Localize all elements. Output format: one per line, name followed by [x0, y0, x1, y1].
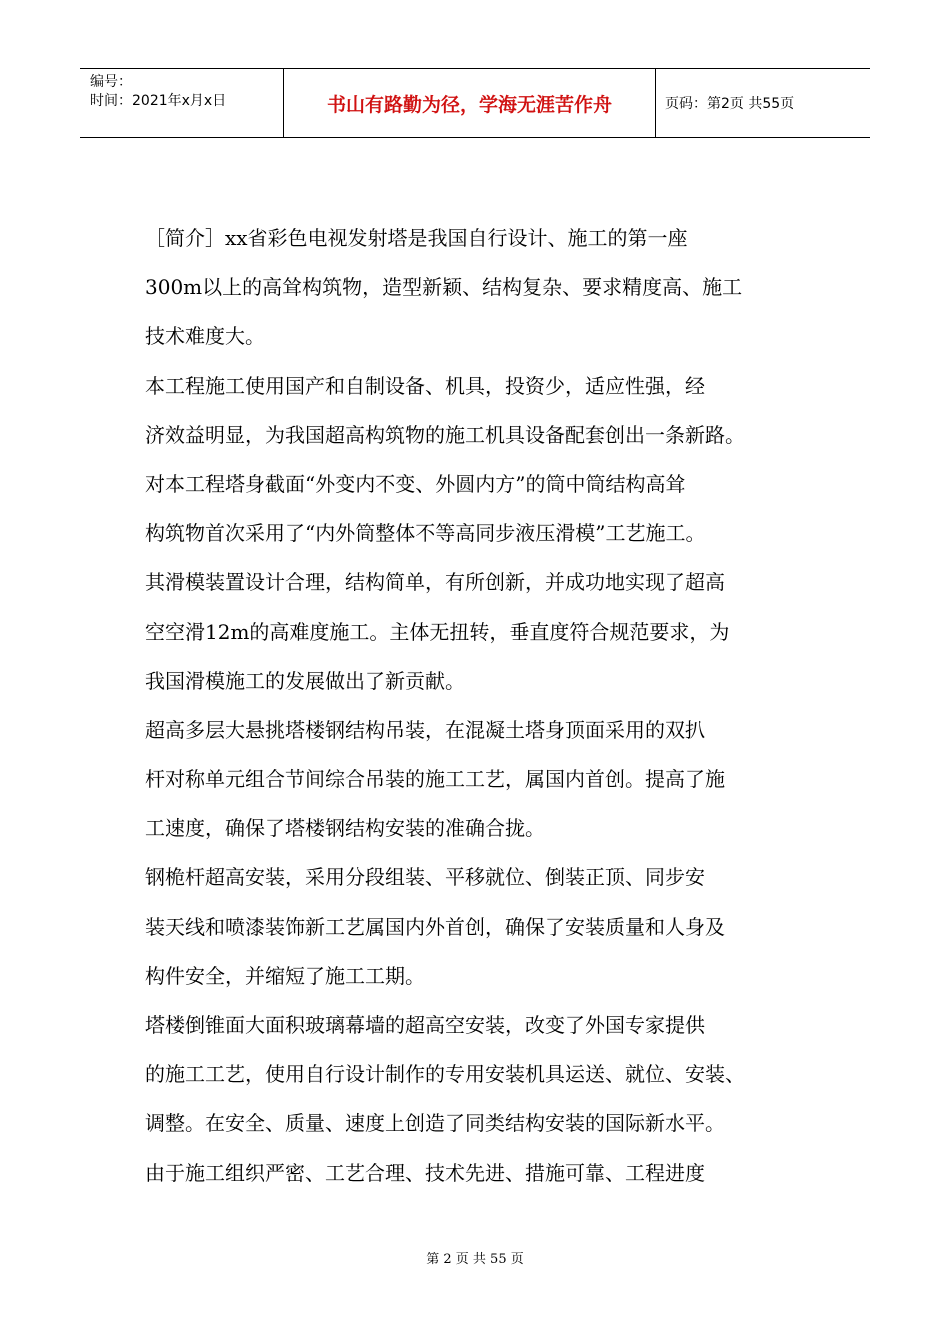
- header-meta: [80, 69, 283, 137]
- text-line: 空空滑12m的高难度施工。主体无扭转，垂直度符合规范要求，为: [145, 619, 730, 644]
- text-line: 其滑模装置设计合理，结构简单，有所创新，并成功地实现了超高: [145, 570, 725, 595]
- text-line: 超高多层大悬挑塔楼钢结构吊装，在混凝土塔身顶面采用的双扒: [145, 717, 705, 742]
- text-line: 济效益明显，为我国超高构筑物的施工机具设备配套创出一条新路。: [145, 422, 745, 447]
- text-line: 调整。在安全、质量、速度上创造了同类结构安装的国际新水平。: [145, 1111, 725, 1136]
- doc-number-label: 编号：: [90, 74, 132, 90]
- text-line: 本工程施工使用国产和自制设备、机具，投资少，适应性强，经: [145, 373, 705, 398]
- page-footer: 第 2 页 共 55 页: [426, 1252, 524, 1267]
- text-line: 构筑物首次采用了“内外筒整体不等高同步液压滑模”工艺施工。: [145, 521, 706, 546]
- document-body: [145, 214, 817, 1198]
- header-page-info: 页码：第2页 共55页: [665, 96, 795, 112]
- text-line: 钢桅杆超高安装，采用分段组装、平移就位、倒装正顶、同步安: [145, 865, 705, 890]
- text-line: 杆对称单元组合节间综合吊装的施工工艺，属国内首创。提高了施: [145, 767, 725, 792]
- text-line: 技术难度大。: [145, 324, 265, 349]
- text-line: 对本工程塔身截面“外变内不变、外圆内方”的筒中筒结构高耸: [145, 471, 686, 496]
- text-line: 300m以上的高耸构筑物，造型新颖、结构复杂、要求精度高、施工: [145, 275, 743, 300]
- page-header: [80, 68, 870, 138]
- text-line: 工速度，确保了塔楼钢结构安装的准确合拢。: [145, 816, 545, 841]
- text-line: 由于施工组织严密、工艺合理、技术先进、措施可靠、工程进度: [145, 1160, 705, 1185]
- doc-date: 时间：2021年x月x日: [90, 93, 227, 109]
- text-line: 我国滑模施工的发展做出了新贡献。: [145, 668, 465, 693]
- header-motto: 书山有路勤为径，学海无涯苦作舟: [283, 69, 656, 137]
- text-line: 塔楼倒锥面大面积玻璃幕墙的超高空安装，改变了外国专家提供: [145, 1013, 705, 1037]
- text-line: 构件安全，并缩短了施工工期。: [145, 963, 425, 988]
- text-line: ［简介］xx省彩色电视发射塔是我国自行设计、施工的第一座: [145, 226, 688, 250]
- text-line: 的施工工艺，使用自行设计制作的专用安装机具运送、就位、安装、: [145, 1062, 745, 1087]
- text-line: 装天线和喷漆装饰新工艺属国内外首创，确保了安装质量和人身及: [145, 914, 725, 939]
